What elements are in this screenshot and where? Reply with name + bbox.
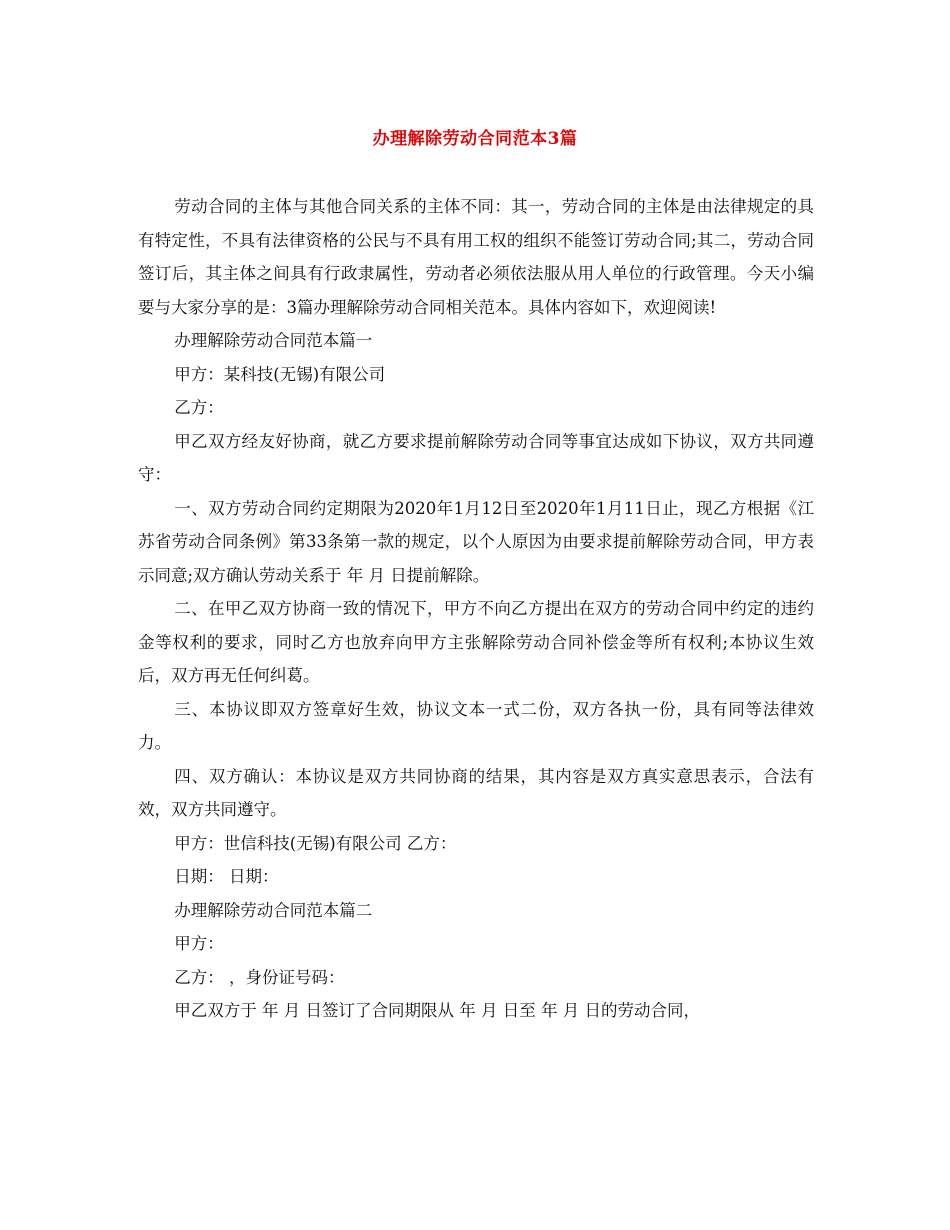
paragraph-intro: 劳动合同的主体与其他合同关系的主体不同：其一，劳动合同的主体是由法律规定的具有特定性，不具有法律资格的公民与不具有用工权的组织不能签订劳动合同;其二，劳动合同签订后，其主体之间具有行政隶属性，劳动者必须依法服从用人单位的行政管理。今天小编要与大家分享的是：3篇办理解除劳动合同相关范本。具体内容如下，欢迎阅读! <box>138 197 814 317</box>
section-heading-1: 办理解除劳动合同范本篇一 <box>174 331 373 350</box>
clause-2: 二、在甲乙双方协商一致的情况下，甲方不向乙方提出在双方的劳动合同中约定的违约金等权利的要求，同时乙方也放弃向甲方主张解除劳动合同补偿金等所有权利;本协议生效后，双方再无任何纠葛。 <box>138 599 814 685</box>
clause-4: 四、双方确认：本协议是双方共同协商的结果，其内容是双方真实意思表示，合法有效，双方共同遵守。 <box>138 766 814 819</box>
date-line: 日期： 日期： <box>174 867 279 886</box>
signature-line: 甲方：世信科技(无锡)有限公司 乙方： <box>174 833 457 853</box>
document-body <box>138 190 814 1028</box>
party-a-line: 甲方：某科技(无锡)有限公司 <box>174 364 386 384</box>
party-b-line: 乙方： <box>174 398 224 417</box>
contract-date-line: 甲乙双方于 年 月 日签订了合同期限从 年 月 日至 年 月 日的劳动合同， <box>174 1001 701 1020</box>
party-a-line-2: 甲方： <box>174 934 224 953</box>
clause-1: 一、双方劳动合同约定期限为2020年1月12日至2020年1月11日止，现乙方根据《江苏省劳动合同条例》第33条第一款的规定，以个人原因为由要求提前解除劳动合同，甲方表示同意;双方确认劳动关系于 年 月 日提前解除。 <box>138 498 814 585</box>
document-title: 办理解除劳动合同范本3篇 <box>372 129 578 149</box>
section-heading-2: 办理解除劳动合同范本篇二 <box>174 900 373 920</box>
party-b-line-2: 乙方： ，身份证号码： <box>174 967 345 987</box>
agreement-preamble: 甲乙双方经友好协商，就乙方要求提前解除劳动合同等事宜达成如下协议，双方共同遵守： <box>138 431 814 484</box>
clause-3: 三、本协议即双方签章好生效，协议文本一式二份，双方各执一份，具有同等法律效力。 <box>138 699 814 752</box>
